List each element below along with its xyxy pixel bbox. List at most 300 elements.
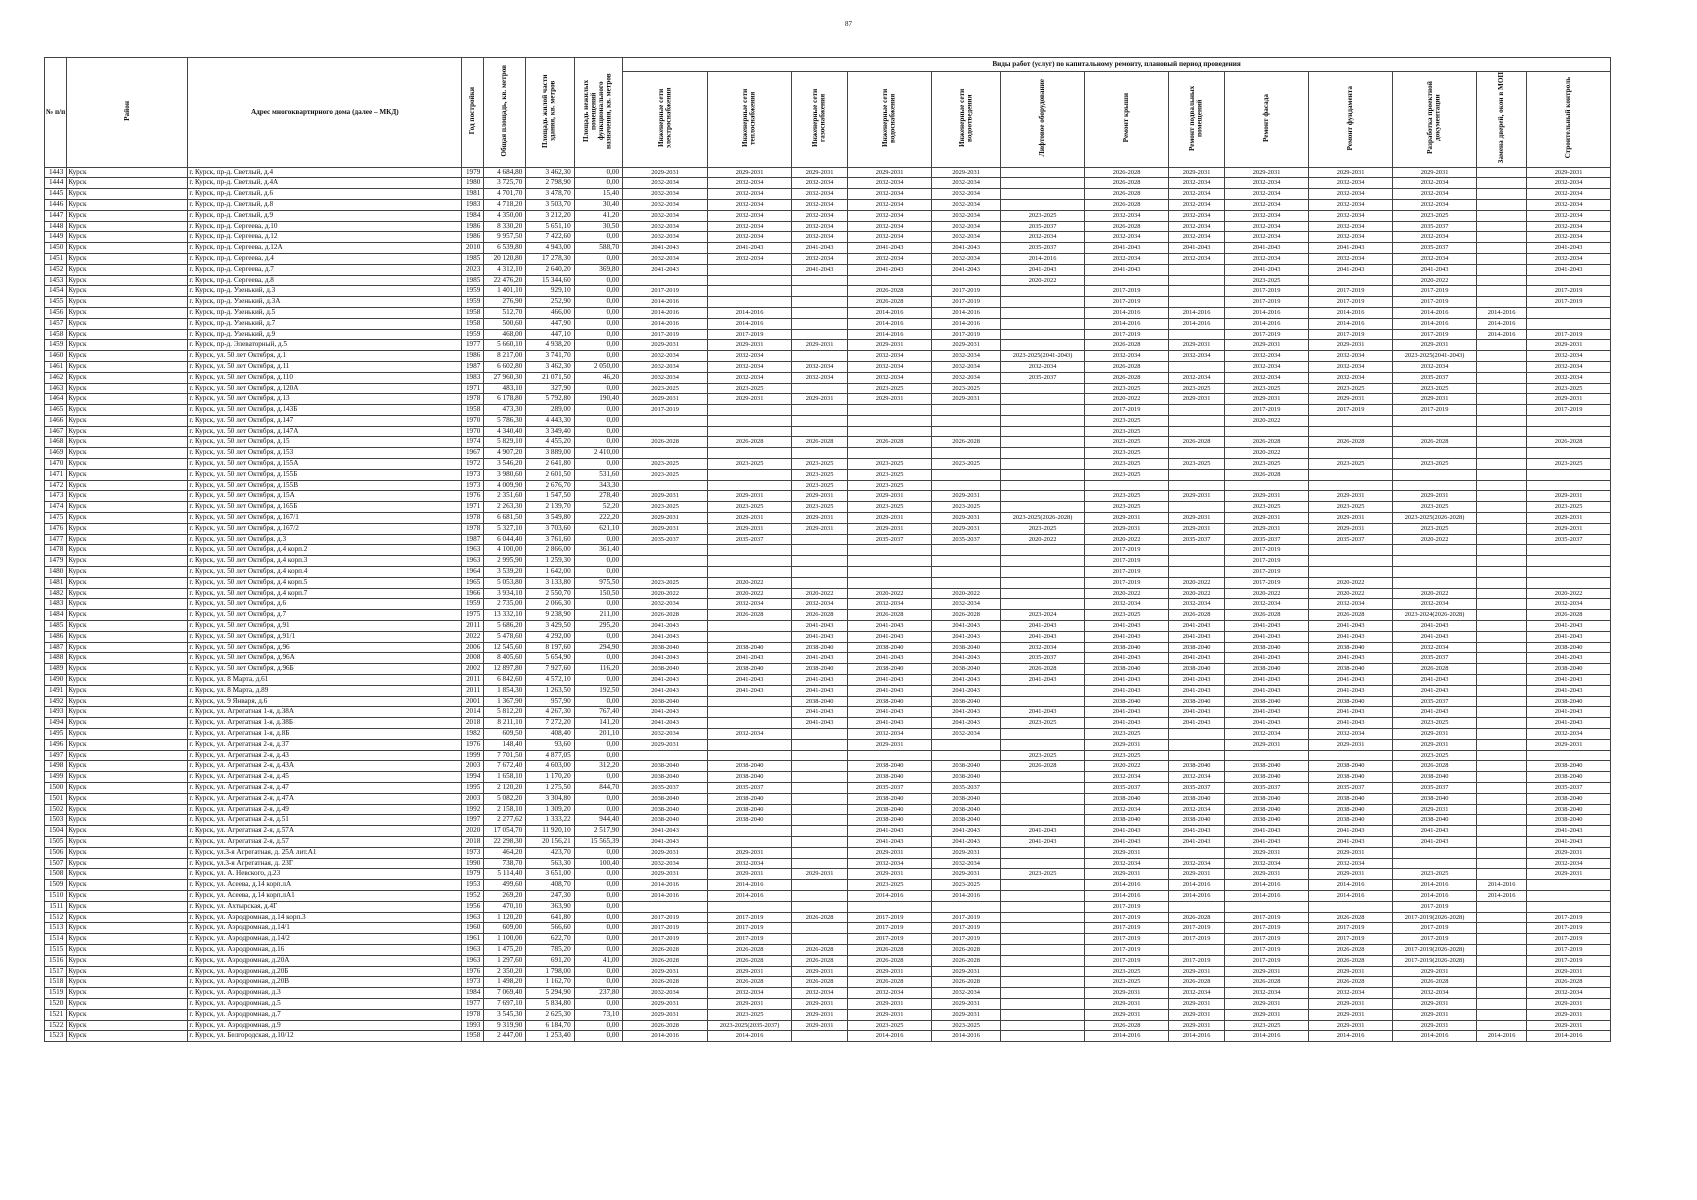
district-cell: Курск [67, 815, 188, 826]
work-period-cell: 2029-2031 [1085, 513, 1169, 524]
work-period-cell: 2032-2034 [792, 189, 848, 200]
work-period-cell: 2029-2031 [1169, 340, 1225, 351]
work-period-cell: 2023-2025 [1001, 750, 1085, 761]
work-period-cell [1169, 567, 1225, 578]
work-period-cell: 2032-2034 [848, 351, 932, 362]
header-work-6: Лифтовое оборудование [1001, 72, 1085, 168]
work-period-cell [1001, 804, 1085, 815]
work-period-cell: 2026-2028 [792, 912, 848, 923]
row-number-cell: 1471 [45, 469, 67, 480]
work-period-cell: 2029-2031 [623, 966, 708, 977]
area-cell: 2 735,00 [484, 599, 526, 610]
work-period-cell: 2017-2019 [708, 934, 792, 945]
work-period-cell: 2014-2016 [623, 307, 708, 318]
work-period-cell [792, 815, 848, 826]
work-period-cell: 2023-2025 [1085, 491, 1169, 502]
work-period-cell: 2032-2034 [708, 189, 792, 200]
year-cell: 1982 [462, 729, 484, 740]
work-period-cell: 2032-2034 [1309, 351, 1393, 362]
work-period-cell: 2038-2040 [848, 664, 932, 675]
district-cell: Курск [67, 772, 188, 783]
work-period-cell: 2023-2025 [623, 459, 708, 470]
district-cell: Курск [67, 739, 188, 750]
work-period-cell [708, 275, 792, 286]
work-period-cell: 2029-2031 [1225, 739, 1309, 750]
work-period-cell: 2038-2040 [1225, 772, 1309, 783]
work-period-cell: 2029-2031 [1169, 966, 1225, 977]
address-cell: г. Курск, пр-д. Узенький, д.9 [188, 329, 462, 340]
work-period-cell: 2014-2016 [1169, 1031, 1225, 1042]
work-period-cell: 2029-2031 [708, 847, 792, 858]
table-row [45, 383, 1611, 394]
district-cell: Курск [67, 912, 188, 923]
work-period-cell: 2014-2016 [848, 1031, 932, 1042]
work-period-cell [1393, 577, 1477, 588]
work-period-cell [1477, 631, 1527, 642]
work-period-cell: 2032-2034 [1225, 253, 1309, 264]
work-period-cell: 2020-2022 [1527, 588, 1611, 599]
address-cell: г. Курск, ул. Аэродромная, д.9 [188, 1020, 462, 1031]
work-period-cell: 2017-2019 [623, 329, 708, 340]
header-living-area: Площадь жилой части здания, кв. метров [526, 58, 574, 168]
work-period-cell: 2029-2031 [932, 513, 1001, 524]
work-period-cell [1001, 437, 1085, 448]
work-period-cell: 2017-2019 [848, 934, 932, 945]
row-number-cell: 1495 [45, 729, 67, 740]
district-cell: Курск [67, 944, 188, 955]
year-cell: 1984 [462, 988, 484, 999]
work-period-cell [1477, 901, 1527, 912]
work-period-cell: 2032-2034 [1085, 599, 1169, 610]
district-cell: Курск [67, 178, 188, 189]
work-period-cell: 2032-2034 [848, 199, 932, 210]
work-period-cell: 2026-2028 [1527, 610, 1611, 621]
work-period-cell: 2017-2019 [1393, 297, 1477, 308]
area-cell: 844,70 [574, 782, 622, 793]
area-cell: 5 294,90 [526, 988, 574, 999]
work-period-cell [1477, 534, 1527, 545]
work-period-cell [1001, 394, 1085, 405]
work-period-cell: 2032-2034 [792, 361, 848, 372]
work-period-cell: 2032-2034 [1169, 178, 1225, 189]
work-period-cell: 2041-2043 [1169, 243, 1225, 254]
work-period-cell: 2026-2028 [848, 977, 932, 988]
work-period-cell: 2041-2043 [792, 685, 848, 696]
work-period-cell [792, 405, 848, 416]
work-period-cell [1477, 189, 1527, 200]
work-period-cell: 2041-2043 [623, 685, 708, 696]
district-cell: Курск [67, 480, 188, 491]
work-period-cell [1001, 934, 1085, 945]
work-period-cell: 2017-2019(2026-2028) [1393, 912, 1477, 923]
area-cell: 201,10 [574, 729, 622, 740]
work-period-cell [932, 426, 1001, 437]
work-period-cell: 2017-2019 [1527, 286, 1611, 297]
area-cell: 3 889,00 [526, 448, 574, 459]
work-period-cell: 2029-2031 [932, 847, 1001, 858]
work-period-cell: 2032-2034 [1393, 599, 1477, 610]
work-period-cell [1001, 815, 1085, 826]
work-period-cell: 2035-2037 [1527, 782, 1611, 793]
work-period-cell: 2041-2043 [1085, 631, 1169, 642]
area-cell: 1 263,50 [526, 685, 574, 696]
district-cell: Курск [67, 901, 188, 912]
work-period-cell: 2032-2034 [1225, 189, 1309, 200]
work-period-cell: 2041-2043 [1169, 653, 1225, 664]
area-cell: 5 834,80 [526, 998, 574, 1009]
work-period-cell: 2041-2043 [1225, 621, 1309, 632]
area-cell: 17 054,70 [484, 826, 526, 837]
work-period-cell: 2041-2043 [1309, 675, 1393, 686]
work-period-cell [848, 556, 932, 567]
district-cell: Курск [67, 826, 188, 837]
area-cell: 563,30 [526, 858, 574, 869]
work-period-cell [1001, 588, 1085, 599]
work-period-cell [1477, 826, 1527, 837]
year-cell: 1971 [462, 502, 484, 513]
work-period-cell [1477, 167, 1527, 178]
area-cell: 0,00 [574, 351, 622, 362]
work-period-cell: 2029-2031 [848, 998, 932, 1009]
work-period-cell [1001, 329, 1085, 340]
row-number-cell: 1475 [45, 513, 67, 524]
work-period-cell [792, 750, 848, 761]
work-period-cell: 2026-2028 [848, 944, 932, 955]
work-period-cell [1001, 1020, 1085, 1031]
work-period-cell [1477, 513, 1527, 524]
work-period-cell: 2029-2031 [932, 1009, 1001, 1020]
area-cell: 7 069,40 [484, 988, 526, 999]
table-row [45, 264, 1611, 275]
work-period-cell: 2032-2034 [1225, 372, 1309, 383]
work-period-cell: 2032-2034 [623, 221, 708, 232]
address-cell: г. Курск, ул. 50 лет Октября, д.11 [188, 361, 462, 372]
work-period-cell [1477, 351, 1527, 362]
work-period-cell [932, 545, 1001, 556]
area-cell: 0,00 [574, 556, 622, 567]
district-cell: Курск [67, 664, 188, 675]
area-cell: 52,20 [574, 502, 622, 513]
work-period-cell: 2041-2043 [1309, 685, 1393, 696]
area-cell: 1 170,20 [526, 772, 574, 783]
table-row [45, 437, 1611, 448]
area-cell: 41,00 [574, 955, 622, 966]
row-number-cell: 1504 [45, 826, 67, 837]
address-cell: г. Курск, ул. Аэродромная, д.20А [188, 955, 462, 966]
area-cell: 150,50 [574, 588, 622, 599]
area-cell: 4 009,90 [484, 480, 526, 491]
work-period-cell: 2038-2040 [623, 804, 708, 815]
area-cell: 0,00 [574, 297, 622, 308]
row-number-cell: 1508 [45, 869, 67, 880]
work-period-cell: 2017-2019 [1309, 405, 1393, 416]
work-period-cell: 2032-2034 [1393, 988, 1477, 999]
work-period-cell: 2032-2034 [792, 178, 848, 189]
area-cell: 41,20 [574, 210, 622, 221]
address-cell: г. Курск, ул. 50 лет Октября, д.6 [188, 599, 462, 610]
address-cell: г. Курск, пр-д. Узенький, д.3А [188, 297, 462, 308]
work-period-cell [708, 718, 792, 729]
work-period-cell: 2017-2019 [1085, 329, 1169, 340]
work-period-cell: 2041-2043 [1309, 243, 1393, 254]
work-period-cell: 2014-2016 [623, 890, 708, 901]
district-cell: Курск [67, 383, 188, 394]
work-period-cell: 2041-2043 [623, 826, 708, 837]
work-period-cell: 2017-2019 [1085, 297, 1169, 308]
work-period-cell: 2038-2040 [1169, 761, 1225, 772]
work-period-cell: 2032-2034 [623, 189, 708, 200]
row-number-cell: 1496 [45, 739, 67, 750]
area-cell: 0,00 [574, 167, 622, 178]
table-row [45, 998, 1611, 1009]
work-period-cell: 2032-2034 [1309, 253, 1393, 264]
work-period-cell: 2041-2043 [792, 707, 848, 718]
work-period-cell: 2032-2034 [792, 221, 848, 232]
work-period-cell: 2026-2028 [1309, 610, 1393, 621]
work-period-cell: 2023-2025 [623, 469, 708, 480]
work-period-cell: 2032-2034 [932, 351, 1001, 362]
work-period-cell [708, 469, 792, 480]
area-cell: 2 640,20 [526, 264, 574, 275]
work-period-cell [1477, 718, 1527, 729]
work-period-cell: 2041-2043 [848, 685, 932, 696]
work-period-cell: 2023-2025 [932, 502, 1001, 513]
work-period-cell: 2029-2031 [1527, 394, 1611, 405]
area-cell: 6 539,80 [484, 243, 526, 254]
work-period-cell: 2038-2040 [1527, 696, 1611, 707]
work-period-cell [1477, 459, 1527, 470]
work-period-cell: 2017-2019 [1085, 901, 1169, 912]
work-period-cell: 2035-2037 [1309, 534, 1393, 545]
work-period-cell: 2041-2043 [932, 707, 1001, 718]
work-period-cell: 2029-2031 [1527, 491, 1611, 502]
row-number-cell: 1469 [45, 448, 67, 459]
work-period-cell [848, 567, 932, 578]
work-period-cell: 2026-2028 [1085, 178, 1169, 189]
work-period-cell [1477, 394, 1527, 405]
area-cell: 4 603,00 [526, 761, 574, 772]
work-period-cell: 2029-2031 [623, 394, 708, 405]
work-period-cell [1477, 923, 1527, 934]
work-period-cell: 2023-2025 [1085, 502, 1169, 513]
work-period-cell: 2032-2034 [1225, 178, 1309, 189]
work-period-cell: 2017-2019 [1225, 923, 1309, 934]
work-period-cell: 2032-2034 [1169, 232, 1225, 243]
work-period-cell: 2032-2034 [623, 253, 708, 264]
district-cell: Курск [67, 977, 188, 988]
work-period-cell [1527, 275, 1611, 286]
work-period-cell: 2029-2031 [1527, 739, 1611, 750]
work-period-cell: 2038-2040 [1169, 793, 1225, 804]
area-cell: 975,50 [574, 577, 622, 588]
work-period-cell: 2017-2019 [1085, 286, 1169, 297]
work-period-cell: 2029-2031 [848, 394, 932, 405]
work-period-cell [792, 847, 848, 858]
area-cell: 4 572,10 [526, 675, 574, 686]
area-cell: 312,20 [574, 761, 622, 772]
work-period-cell: 2026-2028 [1169, 610, 1225, 621]
work-period-cell [1477, 523, 1527, 534]
work-period-cell: 2023-2025(2035-2037) [708, 1020, 792, 1031]
district-cell: Курск [67, 1009, 188, 1020]
address-cell: г. Курск, ул. 50 лет Октября, д.120А [188, 383, 462, 394]
address-cell: г. Курск, ул. 8 Марта, д.61 [188, 675, 462, 686]
area-cell: 7 422,60 [526, 232, 574, 243]
work-period-cell: 2014-2016 [1393, 890, 1477, 901]
row-number-cell: 1518 [45, 977, 67, 988]
district-cell: Курск [67, 556, 188, 567]
area-cell: 4 938,20 [526, 340, 574, 351]
area-cell: 785,20 [526, 944, 574, 955]
work-period-cell [623, 556, 708, 567]
work-period-cell: 2017-2019 [623, 286, 708, 297]
work-period-cell: 2041-2043 [792, 653, 848, 664]
work-period-cell: 2017-2019 [623, 934, 708, 945]
work-period-cell [1001, 793, 1085, 804]
area-cell: 93,60 [526, 739, 574, 750]
work-period-cell: 2026-2028 [1085, 199, 1169, 210]
work-period-cell [708, 621, 792, 632]
address-cell: г. Курск, пр-д. Сергеева, д.4 [188, 253, 462, 264]
work-period-cell: 2014-2016 [623, 1031, 708, 1042]
area-cell: 0,00 [574, 275, 622, 286]
year-cell: 1976 [462, 491, 484, 502]
work-period-cell: 2026-2028 [623, 437, 708, 448]
work-period-cell: 2032-2034 [1225, 361, 1309, 372]
work-period-cell [1309, 556, 1393, 567]
work-period-cell [1001, 459, 1085, 470]
area-cell: 408,70 [526, 880, 574, 891]
area-cell: 2 351,60 [484, 491, 526, 502]
work-period-cell [1001, 912, 1085, 923]
area-cell: 531,60 [574, 469, 622, 480]
work-period-cell: 2023-2025(2041-2043) [1001, 351, 1085, 362]
work-period-cell: 2032-2034 [1169, 199, 1225, 210]
work-period-cell: 2017-2019 [1085, 923, 1169, 934]
work-period-cell: 2035-2037 [623, 782, 708, 793]
work-period-cell [1001, 405, 1085, 416]
district-cell: Курск [67, 707, 188, 718]
work-period-cell: 2029-2031 [1309, 340, 1393, 351]
work-period-cell: 2023-2025 [848, 502, 932, 513]
work-period-cell: 2017-2019 [1225, 934, 1309, 945]
work-period-cell: 2029-2031 [1225, 513, 1309, 524]
work-period-cell [1001, 556, 1085, 567]
table-row [45, 815, 1611, 826]
area-cell: 3 703,60 [526, 523, 574, 534]
row-number-cell: 1470 [45, 459, 67, 470]
area-cell: 1 100,00 [484, 934, 526, 945]
work-period-cell: 2041-2043 [1527, 707, 1611, 718]
work-period-cell: 2029-2031 [1527, 513, 1611, 524]
area-cell: 141,20 [574, 718, 622, 729]
work-period-cell: 2038-2040 [848, 772, 932, 783]
work-period-cell: 2038-2040 [1169, 642, 1225, 653]
work-period-cell: 2017-2019 [1225, 577, 1309, 588]
work-period-cell: 2017-2019 [1085, 567, 1169, 578]
area-cell: 0,00 [574, 793, 622, 804]
work-period-cell: 2014-2016 [1477, 890, 1527, 901]
work-period-cell [1001, 383, 1085, 394]
work-period-cell: 2041-2043 [1309, 836, 1393, 847]
area-cell: 0,00 [574, 772, 622, 783]
work-period-cell: 2014-2016 [1309, 1031, 1393, 1042]
work-period-cell: 2026-2028 [932, 977, 1001, 988]
work-period-cell: 2029-2031 [1309, 491, 1393, 502]
table-row [45, 707, 1611, 718]
header-work-5: Инженерные сети водоотведения [932, 72, 1001, 168]
work-period-cell: 2029-2031 [1085, 1009, 1169, 1020]
address-cell: г. Курск, ул.3-я Агрегатная, д. 23Г [188, 858, 462, 869]
work-period-cell: 2041-2043 [1001, 264, 1085, 275]
work-period-cell: 2017-2019 [1393, 923, 1477, 934]
work-period-cell [708, 696, 792, 707]
work-period-cell: 2035-2037 [708, 534, 792, 545]
work-period-cell [1527, 318, 1611, 329]
work-period-cell [848, 448, 932, 459]
work-period-cell: 2038-2040 [1225, 804, 1309, 815]
work-period-cell: 2017-2019 [1309, 297, 1393, 308]
work-period-cell [1527, 880, 1611, 891]
work-period-cell: 2023-2025(2026-2028) [1001, 513, 1085, 524]
work-period-cell: 2020-2022 [1169, 588, 1225, 599]
row-number-cell: 1481 [45, 577, 67, 588]
work-period-cell: 2023-2025 [1309, 459, 1393, 470]
area-cell: 3 462,30 [526, 167, 574, 178]
work-period-cell: 2029-2031 [1169, 1020, 1225, 1031]
work-period-cell: 2038-2040 [848, 793, 932, 804]
area-cell: 4 267,30 [526, 707, 574, 718]
work-period-cell: 2023-2025 [1527, 383, 1611, 394]
work-period-cell [708, 405, 792, 416]
work-period-cell [1393, 545, 1477, 556]
work-period-cell: 2029-2031 [1393, 491, 1477, 502]
work-period-cell: 2017-2019 [1527, 297, 1611, 308]
area-cell: 3 462,30 [526, 361, 574, 372]
work-period-cell: 2038-2040 [1527, 664, 1611, 675]
area-cell: 3 133,80 [526, 577, 574, 588]
work-period-cell: 2026-2028 [792, 977, 848, 988]
row-number-cell: 1487 [45, 642, 67, 653]
area-cell: 2 798,90 [526, 178, 574, 189]
work-period-cell: 2041-2043 [708, 243, 792, 254]
work-period-cell: 2017-2019 [1225, 545, 1309, 556]
work-period-cell: 2032-2034 [848, 988, 932, 999]
work-period-cell: 2014-2016 [1169, 307, 1225, 318]
area-cell: 0,00 [574, 1020, 622, 1031]
work-period-cell: 2026-2028 [708, 610, 792, 621]
work-period-cell [1477, 232, 1527, 243]
table-row [45, 1031, 1611, 1042]
year-cell: 2020 [462, 826, 484, 837]
area-cell: 0,00 [574, 901, 622, 912]
table-row [45, 199, 1611, 210]
work-period-cell [1477, 912, 1527, 923]
work-period-cell: 2014-2016 [932, 890, 1001, 901]
area-cell: 0,00 [574, 232, 622, 243]
work-period-cell: 2032-2034 [708, 253, 792, 264]
area-cell: 499,60 [484, 880, 526, 891]
year-cell: 1973 [462, 977, 484, 988]
work-period-cell: 2017-2019 [708, 923, 792, 934]
area-cell: 447,90 [526, 318, 574, 329]
work-period-cell: 2029-2031 [708, 998, 792, 1009]
work-period-cell: 2035-2037 [932, 534, 1001, 545]
year-cell: 2010 [462, 243, 484, 254]
area-cell: 2 447,00 [484, 1031, 526, 1042]
table-row [45, 426, 1611, 437]
work-period-cell: 2029-2031 [1085, 998, 1169, 1009]
